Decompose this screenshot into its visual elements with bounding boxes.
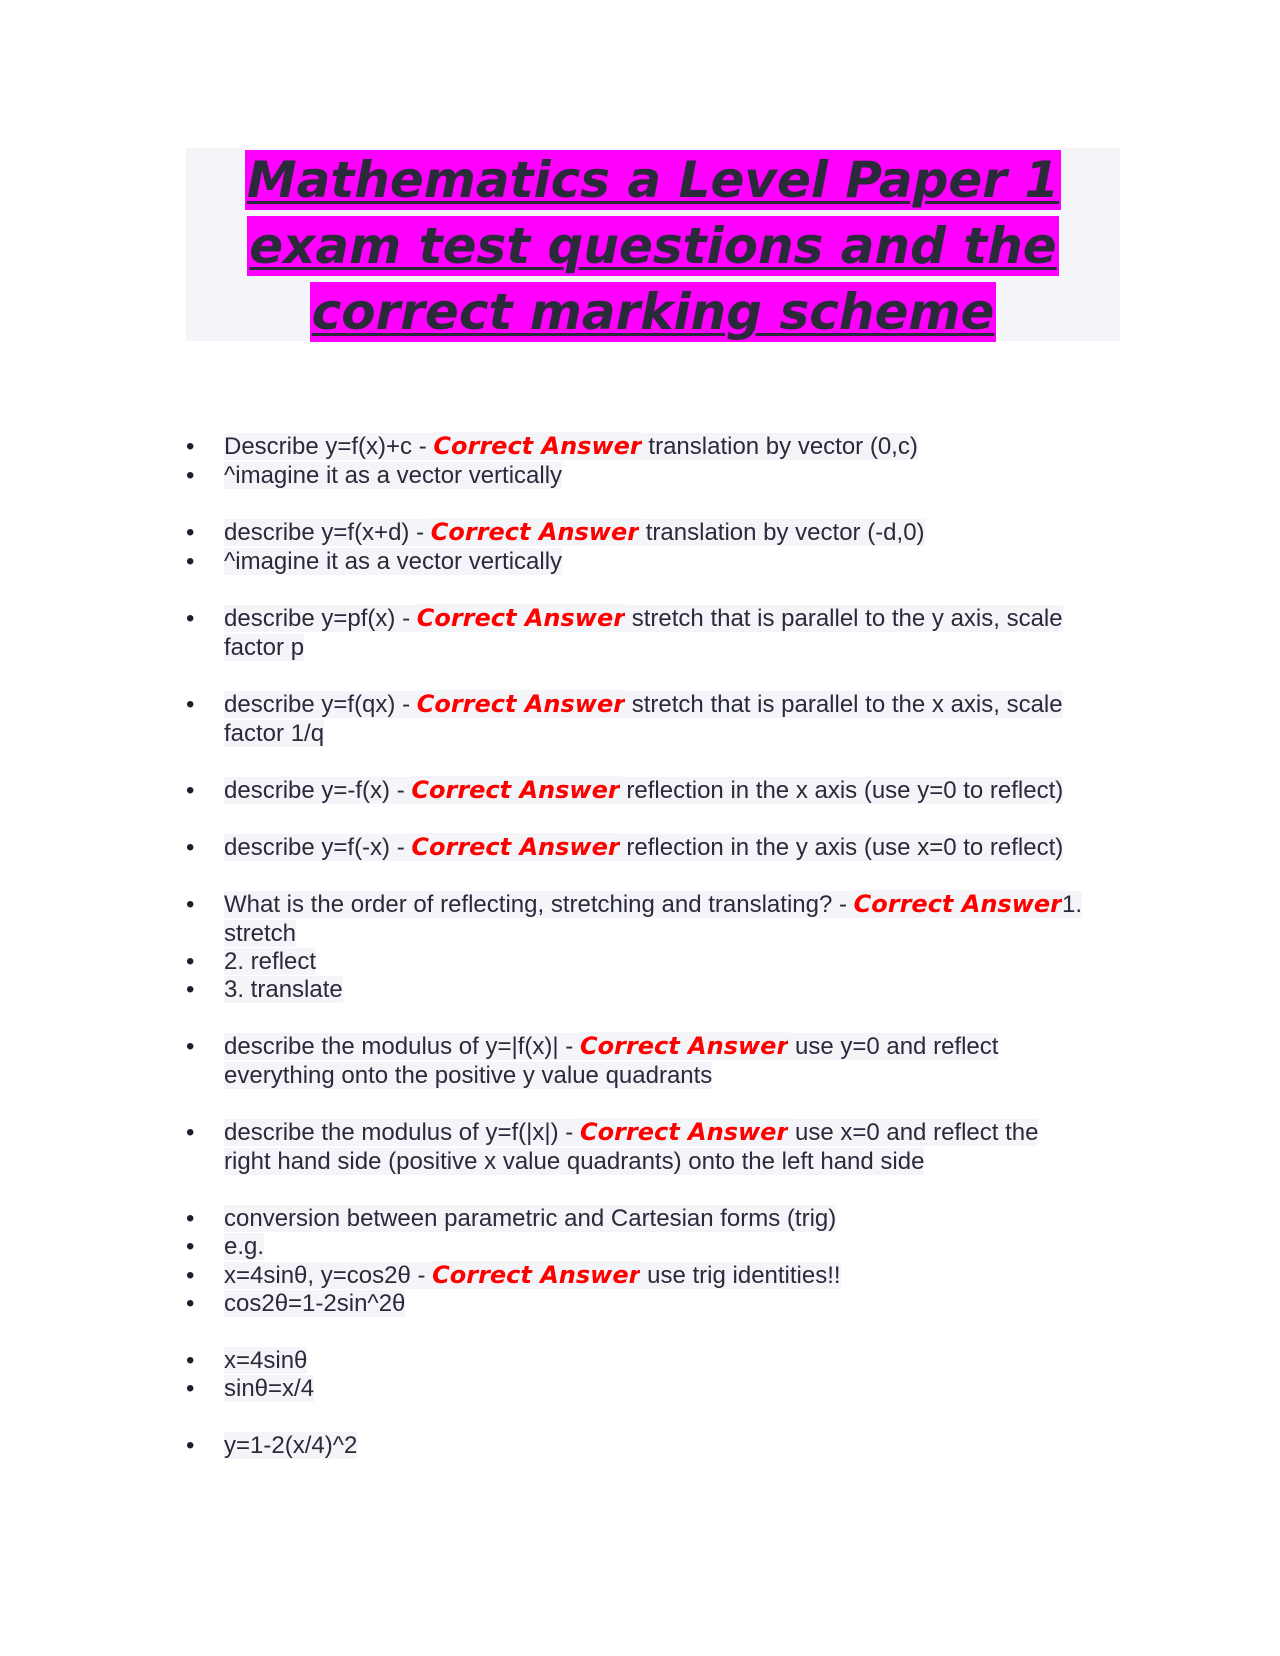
bullet-icon: • <box>186 462 195 489</box>
item-question-text: conversion between parametric and Cartesian forms (trig) <box>224 1205 837 1232</box>
title-line-2: exam test questions and the <box>249 217 1057 275</box>
bullet-icon: • <box>186 976 195 1003</box>
item-question-text: describe y=f(x+d) - <box>224 519 431 546</box>
bullet-icon: • <box>186 948 195 975</box>
correct-answer-label: Correct Answer <box>430 518 640 546</box>
list-item-continuation <box>224 1061 712 1090</box>
item-question-text: ^imagine it as a vector vertically <box>224 462 563 489</box>
item-continuation-text: everything onto the positive y value quadrants <box>224 1062 713 1089</box>
list-item <box>224 776 1063 805</box>
list-item <box>224 1118 1038 1147</box>
bullet-icon: • <box>186 1119 195 1146</box>
title-line-1-container <box>186 150 1120 216</box>
list-item <box>224 947 316 976</box>
bullet-icon: • <box>186 1205 195 1232</box>
list-item <box>224 518 925 547</box>
list-item <box>224 1431 357 1460</box>
list-item <box>224 1374 314 1403</box>
list-item <box>224 690 1063 719</box>
bullet-icon: • <box>186 605 195 632</box>
bullet-icon: • <box>186 1033 195 1060</box>
list-item <box>224 1346 307 1375</box>
title-line-3: correct marking scheme <box>311 283 995 341</box>
item-question-text: describe y=f(-x) - <box>224 834 412 861</box>
item-question-text: What is the order of reflecting, stretching and translating? - <box>224 891 854 918</box>
correct-answer-label: Correct Answer <box>416 604 626 632</box>
bullet-icon: • <box>186 548 195 575</box>
bullet-icon: • <box>186 433 195 460</box>
list-item <box>224 1261 841 1290</box>
list-item-continuation <box>224 633 304 662</box>
bullet-icon: • <box>186 1375 195 1402</box>
bullet-icon: • <box>186 1347 195 1374</box>
list-item-continuation <box>224 1147 924 1176</box>
title-line-3-container <box>186 282 1120 348</box>
item-answer-text: use y=0 and reflect <box>788 1033 999 1060</box>
item-answer-text: reflection in the x axis (use y=0 to reflect) <box>619 777 1064 804</box>
correct-answer-label: Correct Answer <box>579 1032 789 1060</box>
list-item <box>224 890 1082 919</box>
bullet-icon: • <box>186 1262 195 1289</box>
item-question-text: e.g. <box>224 1233 265 1260</box>
item-answer-text: stretch that is parallel to the y axis, scale <box>625 605 1063 632</box>
correct-answer-label: Correct Answer <box>411 833 620 861</box>
item-question-text: Describe y=f(x)+c - <box>224 433 434 460</box>
item-answer-text: translation by vector (-d,0) <box>639 519 925 546</box>
item-answer-text: use trig identities!! <box>640 1262 841 1289</box>
title-line-2-container <box>186 216 1120 282</box>
list-item <box>224 461 562 490</box>
item-question-text: sinθ=x/4 <box>224 1375 315 1402</box>
list-item-continuation <box>224 719 324 748</box>
item-continuation-text: right hand side (positive x value quadrants) onto the left hand side <box>224 1148 925 1175</box>
title-block <box>186 148 1120 341</box>
bullet-icon: • <box>186 834 195 861</box>
bullet-icon: • <box>186 891 195 918</box>
correct-answer-label: Correct Answer <box>416 690 626 718</box>
item-continuation-text: factor p <box>224 634 305 661</box>
item-question-text: 3. translate <box>224 976 343 1003</box>
item-answer-text: use x=0 and reflect the <box>788 1119 1039 1146</box>
bullet-icon: • <box>186 1432 195 1459</box>
bullet-icon: • <box>186 1290 195 1317</box>
bullet-icon: • <box>186 1233 195 1260</box>
list-item <box>224 1032 998 1061</box>
item-question-text: x=4sinθ, y=cos2θ - <box>224 1262 433 1289</box>
item-question-text: describe y=pf(x) - <box>224 605 417 632</box>
item-question-text: describe the modulus of y=f(|x|) - <box>224 1119 580 1146</box>
bullet-icon: • <box>186 777 195 804</box>
item-question-text: cos2θ=1-2sin^2θ <box>224 1290 406 1317</box>
title-line-1: Mathematics a Level Paper 1 <box>246 151 1060 209</box>
correct-answer-label: Correct Answer <box>432 1261 641 1289</box>
bullet-icon: • <box>186 519 195 546</box>
list-item <box>224 1204 836 1233</box>
item-question-text: y=1-2(x/4)^2 <box>224 1432 358 1459</box>
item-question-text: x=4sinθ <box>224 1347 308 1374</box>
list-item <box>224 547 562 576</box>
bullet-icon: • <box>186 691 195 718</box>
list-item-continuation <box>224 919 296 948</box>
item-question-text: describe y=-f(x) - <box>224 777 412 804</box>
list-item <box>224 975 343 1004</box>
item-continuation-text: factor 1/q <box>224 720 325 747</box>
item-answer-text: translation by vector (0,c) <box>641 433 918 460</box>
correct-answer-label: Correct Answer <box>853 890 1062 918</box>
list-item <box>224 1289 405 1318</box>
item-question-text: describe y=f(qx) - <box>224 691 417 718</box>
list-item <box>224 833 1063 862</box>
item-question-text: describe the modulus of y=|f(x)| - <box>224 1033 580 1060</box>
list-item <box>224 432 918 461</box>
item-question-text: ^imagine it as a vector vertically <box>224 548 563 575</box>
correct-answer-label: Correct Answer <box>579 1118 789 1146</box>
item-question-text: 2. reflect <box>224 948 317 975</box>
list-item <box>224 1232 264 1261</box>
item-continuation-text: stretch <box>224 920 297 947</box>
item-answer-text: 1. <box>1062 891 1083 918</box>
list-item <box>224 604 1063 633</box>
correct-answer-label: Correct Answer <box>433 432 642 460</box>
correct-answer-label: Correct Answer <box>411 776 620 804</box>
item-answer-text: reflection in the y axis (use x=0 to reflect) <box>619 834 1064 861</box>
item-answer-text: stretch that is parallel to the x axis, scale <box>625 691 1063 718</box>
